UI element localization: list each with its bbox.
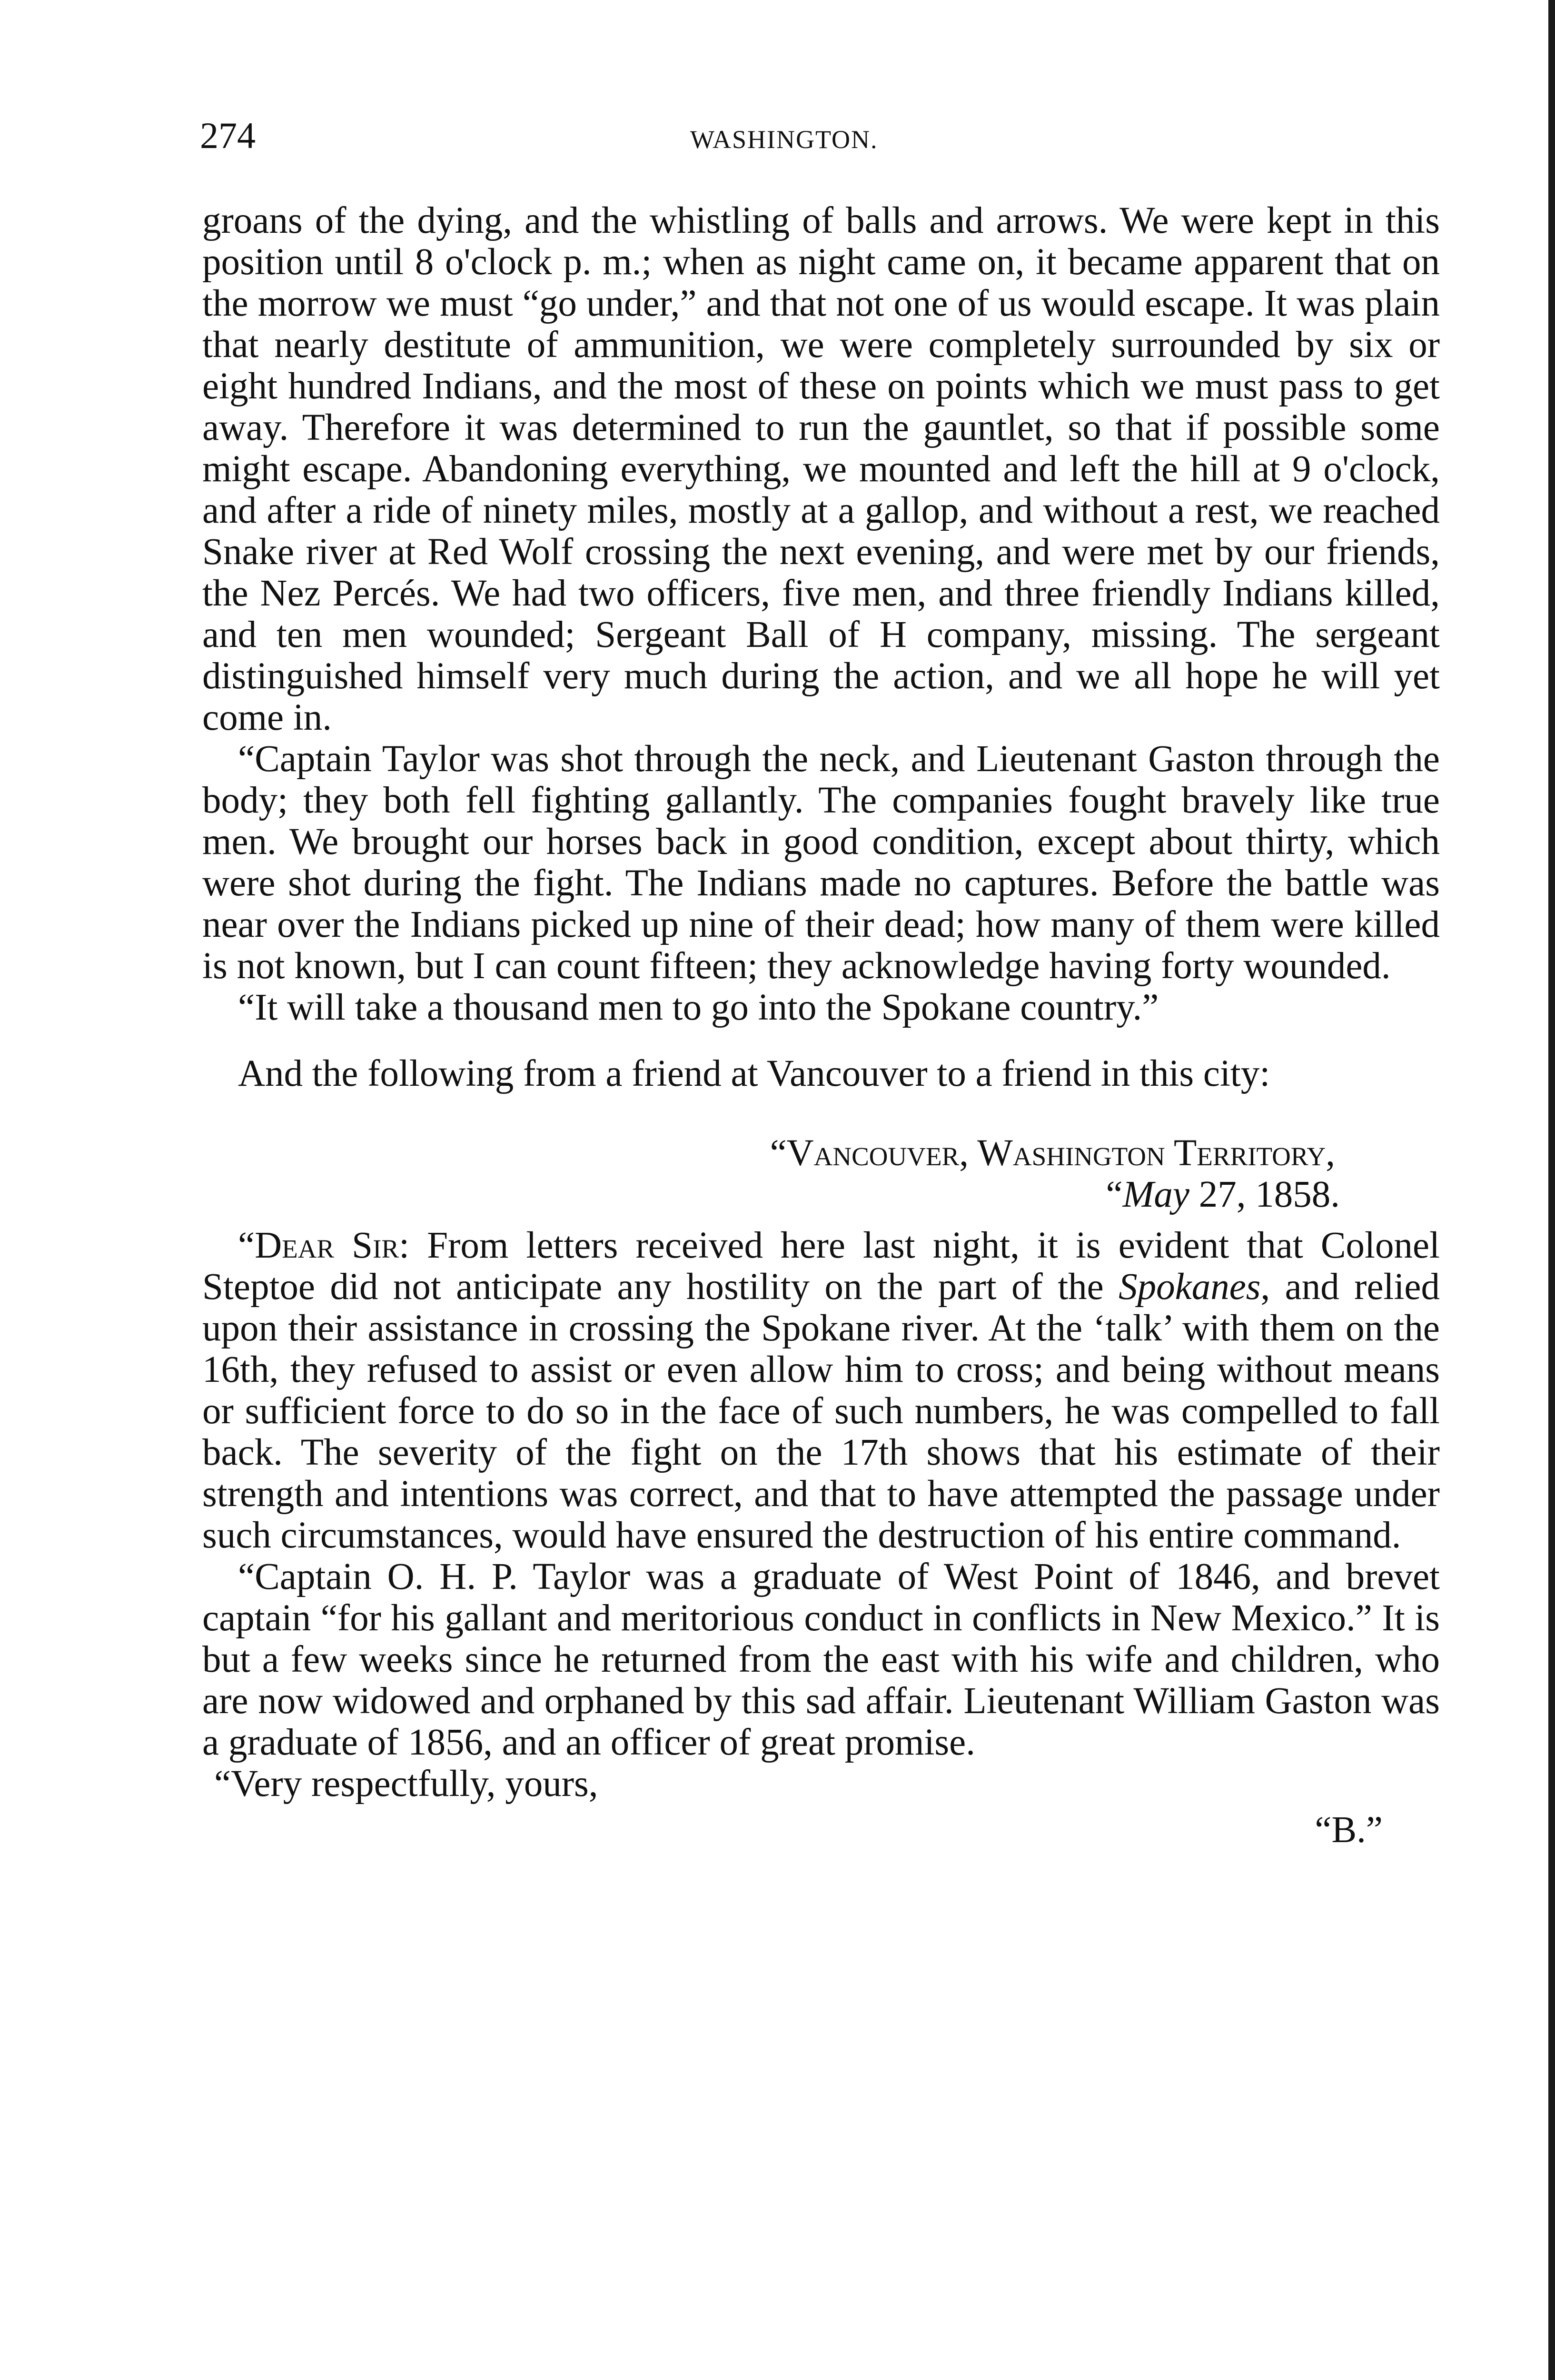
dateline-month: May xyxy=(1122,1174,1189,1215)
dateline-day-year: 27, 1858. xyxy=(1189,1174,1340,1215)
letter-closing: “Very respectfully, yours, xyxy=(214,1763,598,1805)
spokanes-term: Spokanes xyxy=(1119,1266,1261,1308)
letter-text-a: From letters received here last night, it is evident that Colonel Steptoe did not anticipate any hostility on the part of the xyxy=(202,1225,1440,1308)
paragraph-intro-letter: And the following from a friend at Vancouver to a friend in this city: xyxy=(238,1053,1270,1094)
paragraph-obituary: “Captain O. H. P. Taylor was a graduate of West Point of 1846, and brevet captain “for his gallant and meritorious conduct in conflicts in New Mexico.” It is but a few weeks since he returned from the east with his wife and children, who are now widowed and orphaned by this sad affair. Lieutenant William Gaston was a graduate of 1856, and an officer of great promise. xyxy=(202,1556,1440,1763)
dateline-date xyxy=(202,1174,1340,1215)
letter-text-b: , and relied upon their assistance in crossing the Spokane river. At the ‘talk’ with them on the 16th, they refused to assist or even allow him to cross; and being without means or sufficient force to do so in the face of such numbers, he was compelled to fall back. The severity of the fight on the 17th shows that his estimate of their strength and intentions was correct, and that to have attempted the passage under such circumstances, would have ensured the destruction of his entire command. xyxy=(202,1266,1440,1556)
paragraph-letter-body xyxy=(202,1225,1440,1556)
paragraph-taylor-gaston: “Captain Taylor was shot through the neck, and Lieutenant Gaston through the body; they both fell fighting gallantly. The companies fought bravely like true men. We brought our horses back in good condition, except about thirty, which were shot during the fight. The Indians made no captures. Before the battle was near over the Indians picked up nine of their dead; how many of them were killed is not known, but I can count fifteen; they acknowledge having forty wounded. xyxy=(202,738,1440,987)
letter-signature: “B.” xyxy=(1315,1809,1383,1851)
page-body xyxy=(202,200,1440,1851)
dateline-quote: “ xyxy=(1106,1174,1123,1215)
paragraph-continuation: groans of the dying, and the whistling of balls and arrows. We were kept in this position until 8 o'clock p. m.; when as night came on, it became apparent that on the morrow we must “go under,” and that not one of us would escape. It was plain that nearly destitute of ammunition, we were completely surrounded by six or eight hundred Indians, and the most of these on points which we must pass to get away. Therefore it was determined to run the gauntlet, so that if possible some might escape. Abandoning everything, we mounted and left the hill at 9 o'clock, and after a ride of ninety miles, mostly at a gallop, and without a rest, we reached Snake river at Red Wolf crossing the next evening, and were met by our friends, the Nez Percés. We had two officers, five men, and three friendly Indians killed, and ten men wounded; Sergeant Ball of H company, missing. The sergeant distinguished himself very much during the action, and we all hope he will yet come in. xyxy=(202,200,1440,738)
running-head: WASHINGTON. xyxy=(690,125,878,154)
salutation: “Dear Sir: xyxy=(238,1225,410,1266)
page-number: 274 xyxy=(200,115,256,156)
paragraph-spokane-country: “It will take a thousand men to go into the Spokane country.” xyxy=(238,987,1159,1028)
scan-edge-right xyxy=(1548,0,1555,2380)
page-header xyxy=(200,114,1437,167)
dateline-place: “Vancouver, Washington Territory, xyxy=(770,1132,1335,1174)
